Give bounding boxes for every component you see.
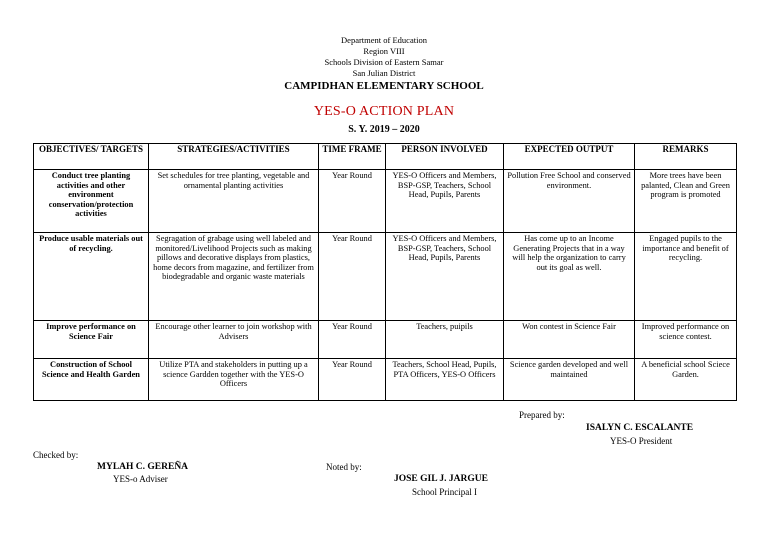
remarks-cell: A beneficial school Sciece Garden. <box>635 359 737 401</box>
table-row <box>34 321 737 359</box>
prepared-by-label: Prepared by: <box>519 410 565 420</box>
output-cell: Pollution Free School and conserved environment. <box>504 170 635 233</box>
prepared-by-title: YES-O President <box>610 436 673 446</box>
column-header-strategies: STRATEGIES/ACTIVITIES <box>149 144 319 170</box>
checked-by-label: Checked by: <box>33 450 79 460</box>
time-frame-cell: Year Round <box>319 321 386 359</box>
person-cell: Teachers, School Head, Pupils, PTA Officers, YES-O Officers <box>386 359 504 401</box>
school-name: CAMPIDHAN ELEMENTARY SCHOOL <box>284 80 484 92</box>
header-region: Region VIII <box>363 46 405 56</box>
output-cell: Has come up to an Income Generating Projects that in a way will help the organization to carry out its goal as well. <box>504 233 635 321</box>
header-district: San Julian District <box>352 68 416 78</box>
column-header-person-involved: PERSON INVOLVED <box>386 144 504 170</box>
person-cell: YES-O Officers and Members, BSP-GSP, Teachers, School Head, Pupils, Parents <box>386 233 504 321</box>
objective-cell: Improve performance on Science Fair <box>34 321 149 359</box>
action-plan-table <box>33 143 737 401</box>
column-header-objectives: OBJECTIVES/ TARGETS <box>34 144 149 170</box>
remarks-cell: Improved performance on science contest. <box>635 321 737 359</box>
checked-by-title: YES-o Adviser <box>113 474 168 484</box>
page-title: YES-O ACTION PLAN <box>313 104 455 119</box>
table-row <box>34 359 737 401</box>
table-header-row <box>34 144 737 170</box>
output-cell: Won contest in Science Fair <box>504 321 635 359</box>
column-header-expected-output: EXPECTED OUTPUT <box>504 144 635 170</box>
time-frame-cell: Year Round <box>319 359 386 401</box>
objective-cell: Produce usable materials out of recycling. <box>34 233 149 321</box>
time-frame-cell: Year Round <box>319 233 386 321</box>
column-header-remarks: REMARKS <box>635 144 737 170</box>
objective-cell: Construction of School Science and Health Garden <box>34 359 149 401</box>
table-row <box>34 233 737 321</box>
time-frame-cell: Year Round <box>319 170 386 233</box>
checked-by-name: MYLAH C. GEREÑA <box>97 462 189 472</box>
header-division: Schools Division of Eastern Samar <box>324 57 444 67</box>
objective-cell: Conduct tree planting activities and other environment conservation/protection activities <box>34 170 149 233</box>
prepared-by-name: ISALYN C. ESCALANTE <box>586 423 694 433</box>
strategy-cell: Encourage other learner to join workshop with Advisers <box>149 321 319 359</box>
noted-by-label: Noted by: <box>326 462 362 472</box>
header-department: Department of Education <box>341 35 427 45</box>
strategy-cell: Set schedules for tree planting, vegetable and ornamental planting activities <box>149 170 319 233</box>
strategy-cell: Utilize PTA and stakeholders in putting up a science Gardden together with the YES-O Officers <box>149 359 319 401</box>
noted-by-title: School Principal I <box>412 487 477 497</box>
noted-by-name: JOSE GIL J. JARGUE <box>394 474 488 484</box>
output-cell: Science garden developed and well maintained <box>504 359 635 401</box>
person-cell: Teachers, puipils <box>386 321 504 359</box>
school-year: S. Y. 2019 – 2020 <box>348 124 420 135</box>
strategy-cell: Segragation of grabage using well labeled and monitored/Livelihood Projects such as making pillows and decorative displays from plastics, home decors from magazine, and fertilizer from biodegradable and organic waste materials <box>149 233 319 321</box>
remarks-cell: More trees have been palanted, Clean and Green program is promoted <box>635 170 737 233</box>
remarks-cell: Engaged pupils to the importance and benefit of recycling. <box>635 233 737 321</box>
column-header-time-frame: TIME FRAME <box>319 144 386 170</box>
table-row <box>34 170 737 233</box>
person-cell: YES-O Officers and Members, BSP-GSP, Teachers, School Head, Pupils, Parents <box>386 170 504 233</box>
